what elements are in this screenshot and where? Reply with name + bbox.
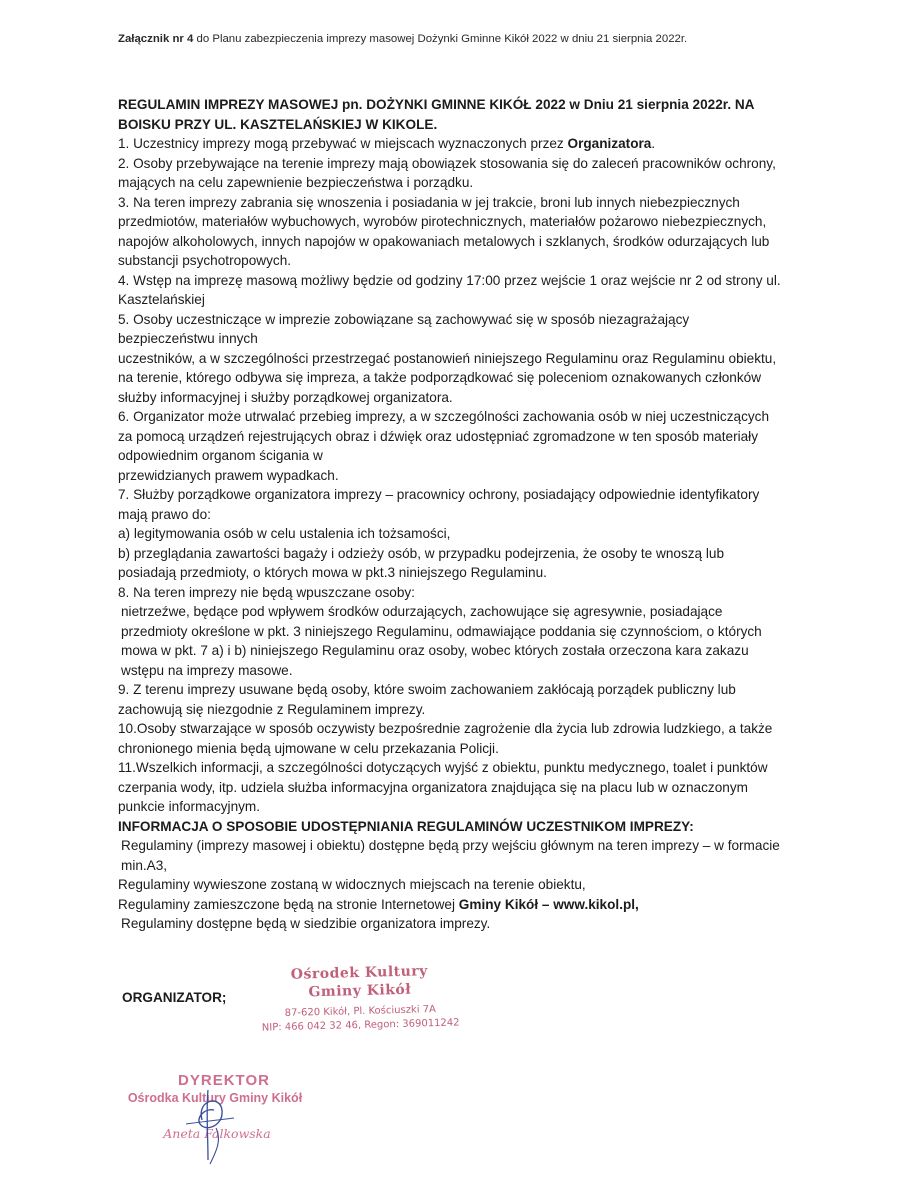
point-7a: a) legitymowania osób w celu ustalenia ich tożsamości, <box>118 526 451 541</box>
point-1-text: 1. Uczestnicy imprezy mogą przebywać w miejscach wyznaczonych przez <box>118 136 568 151</box>
point-2: 2. Osoby przebywające na terenie imprezy mają obowiązek stosowania się do zaleceń pracowników ochrony, mających na celu zapewnienie bezpieczeństwa i porządku. <box>118 155 776 190</box>
point-7b: b) przeglądania zawartości bagaży i odzieży osób, w przypadku podejrzenia, że osoby te wnoszą lub posiadają przedmioty, o których mowa w pkt.3 niniejszego Regulaminu. <box>118 545 725 580</box>
info-line-3-text: Regulaminy zamieszczone będą na stronie Internetowej <box>118 896 459 912</box>
point-6-end: przewidzianych prawem wypadkach. <box>118 467 339 483</box>
point-6-intro: 6. Organizator może utrwalać przebieg imprezy, a w szczególności zachowania osób w niej uczestniczących za pomocą urządzeń rejestrujących obraz i dźwięk oraz udostępniać zgromadzone w ten sposób materiały odpowiednim organom ścigania w <box>118 409 770 463</box>
stamp-line-1: Ośrodek Kultury <box>290 963 429 983</box>
handwritten-signature <box>172 1080 262 1170</box>
point-11: 11.Wszelkich informacji, a szczególności dotyczących wyjść z obiektu, punktu medycznego, toalet i punktów czerpania wody, itp. udziela służba informacyjna organizatora znajdująca się na placu lub w oznaczonym punkcie informacyjnym. <box>118 760 768 814</box>
attachment-number: Załącznik nr 4 <box>118 33 194 45</box>
director-title: DYREKTOR <box>178 1072 270 1089</box>
organizer-label: ORGANIZATOR; <box>122 990 227 1005</box>
point-7: 7. Służby porządkowe organizatora imprezy – pracownicy ochrony, posiadający odpowiednie identyfikatory mają prawo do: <box>118 487 760 522</box>
website-link: Gminy Kikół – www.kikol.pl, <box>458 896 639 912</box>
info-line-2: Regulaminy wywieszone zostaną w widocznych miejscach na terenie obiektu, <box>118 877 586 892</box>
regulations-body <box>118 95 784 934</box>
point-4: 4. Wstęp na imprezę masową możliwy będzie od godziny 17:00 przez wejście 1 oraz wejście nr 2 od strony ul. Kasztelańskiej <box>118 272 781 307</box>
info-line-3 <box>118 895 784 915</box>
document-title: REGULAMIN IMPREZY MASOWEJ pn. DOŻYNKI GMINNE KIKÓŁ 2022 w Dniu 21 sierpnia 2022r. NA BOISKU PRZY UL. KASZTELAŃSKIEJ W KIKOLE. <box>118 97 754 132</box>
point-5-body: uczestników, a w szczególności przestrzegać postanowień niniejszego Regulaminu oraz Regulaminu obiektu, na terenie, którego odbywa się impreza, a także podporządkować się poleceniom oznakowanych członków służby informacyjnej i służby porządkowej organizatora. <box>118 350 777 405</box>
info-heading: INFORMACJA O SPOSOBIE UDOSTĘPNIANIA REGULAMINÓW UCZESTNIKOM IMPREZY: <box>118 818 694 834</box>
point-9: 9. Z terenu imprezy usuwane będą osoby, które swoim zachowaniem zakłócają porządek publiczny lub zachowują się niezgodnie z Regulaminem imprezy. <box>118 682 736 717</box>
point-3: 3. Na teren imprezy zabrania się wnoszenia i posiadania w jej trakcie, broni lub innych niebezpiecznych przedmiotów, materiałów wybuchowych, wyrobów pirotechnicznych, materiałów pożarowo niebezpiecznych, napojów alkoholowych, innych napojów w opakowaniach metalowych i szklanych, środków odurzających lub substancji psychotropowych. <box>118 194 770 268</box>
point-5-intro: 5. Osoby uczestniczące w imprezie zobowiązane są zachowywać się w sposób niezagrażający bezpieczeństwu innych <box>118 311 690 346</box>
header-description: do Planu zabezpieczenia imprezy masowej Dożynki Gminne Kikół 2022 w dniu 21 sierpnia 2022r. <box>193 33 688 45</box>
info-line-4: Regulaminy dostępne będą w siedzibie organizatora imprezy. <box>121 916 491 931</box>
institution-stamp <box>249 961 471 1036</box>
info-line-1: Regulaminy (imprezy masowej i obiektu) dostępne będą przy wejściu głównym na teren imprezy – w formacie min.A3, <box>121 838 780 873</box>
document-header <box>118 33 878 45</box>
point-8-list: nietrzeźwe, będące pod wpływem środków odurzających, zachowujące się agresywnie, posiadające przedmioty określone w pkt. 3 niniejszego Regulaminu, odmawiające poddania się czynnościom, o których mowa w pkt. 7 a) i b) niniejszego Regulaminu oraz osoby, wobec których została orzeczona kara zakazu wstępu na imprezy masowe. <box>121 604 762 678</box>
point-8: 8. Na teren imprezy nie będą wpuszczane osoby: <box>118 584 415 600</box>
point-10: 10.Osoby stwarzające w sposób oczywisty bezpośrednie zagrożenie dla życia lub zdrowia ludzkiego, a także chronionego mienia będą ujmowane w celu przekazania Policji. <box>118 721 773 756</box>
stamp-address: 87-620 Kikół, Pl. Kościuszki 7A <box>284 1004 437 1019</box>
stamp-line-2: Gminy Kikół <box>308 981 412 1001</box>
point-1-organizer: Organizatora <box>567 136 652 151</box>
point-1-end: . <box>651 136 656 151</box>
director-institution: Ośrodka Kultury Gminy Kikół <box>127 1091 303 1105</box>
director-name: Aneta Falkowska <box>163 1126 271 1141</box>
stamp-tax-ids: NIP: 466 042 32 46, Regon: 369011242 <box>261 1017 460 1034</box>
point-1 <box>118 134 784 154</box>
